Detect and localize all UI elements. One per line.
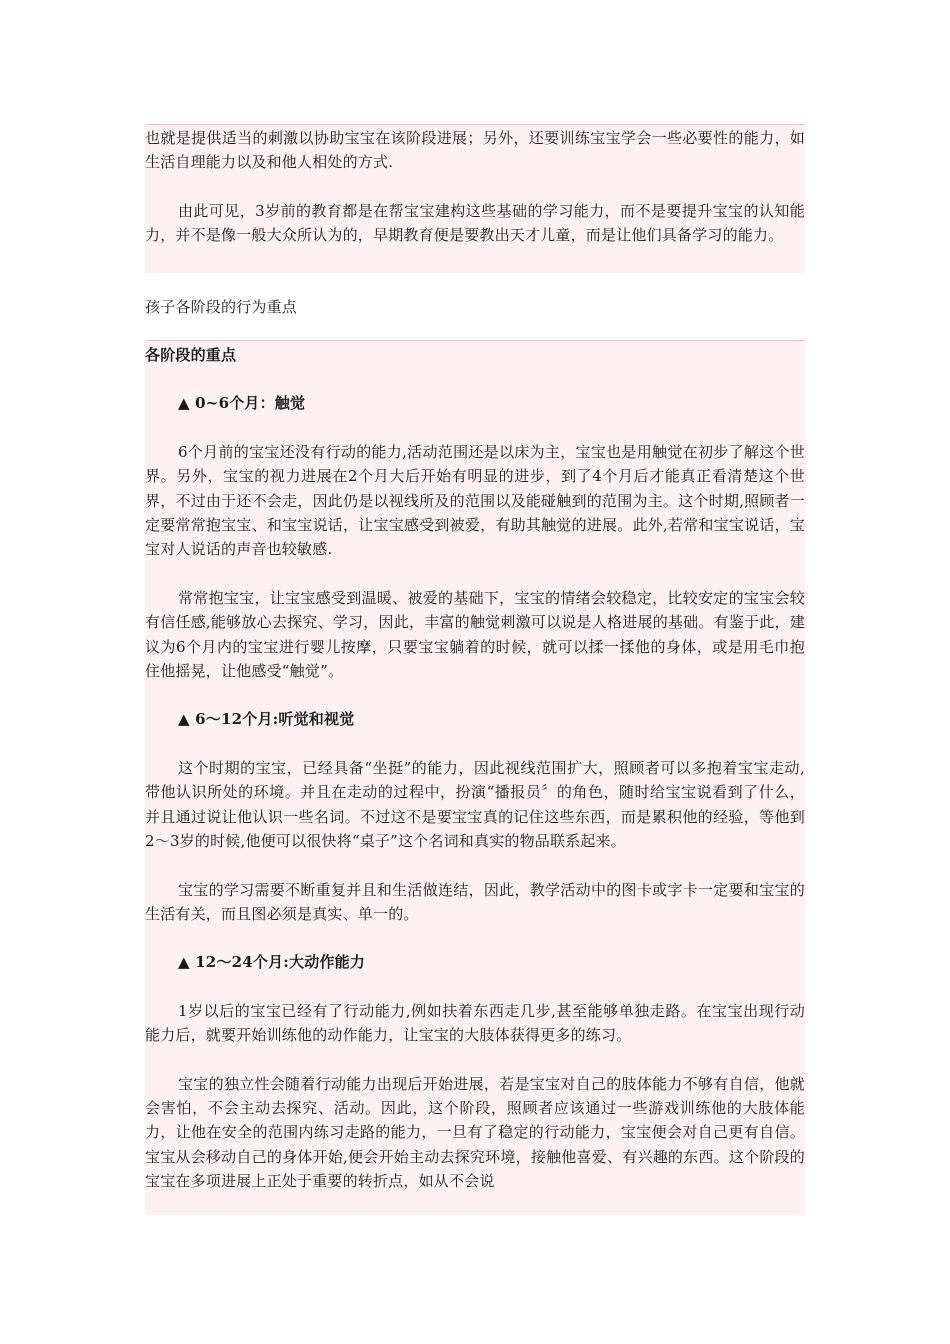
- intro-box: [145, 124, 805, 273]
- stage-3-paragraph-1: 1岁以后的宝宝已经有了行动能力,例如扶着东西走几步,甚至能够单独走路。在宝宝出现行动能力后，就要开始训练他的动作能力，让宝宝的大肢体获得更多的练习。: [145, 1001, 805, 1045]
- intro-paragraph-1: 也就是提供适当的刺激以协助宝宝在该阶段进展；另外，还要训练宝宝学会一些必要性的能力，如生活自理能力以及和他人相处的方式.: [145, 129, 805, 172]
- stages-box: [145, 340, 805, 1215]
- stage-1-title: ▲ 0~6个月：触觉: [178, 394, 306, 413]
- stage-2-paragraph-2: 宝宝的学习需要不断重复并且和生活做连结，因此，教学活动中的图卡或字卡一定要和宝宝的生活有关，而且图必须是真实、单一的。: [145, 880, 805, 923]
- stage-3-paragraph-2: 宝宝的独立性会随着行动能力出现后开始进展，若是宝宝对自己的肢体能力不够有自信，他就会害怕，不会主动去探究、活动。因此，这个阶段，照顾者应该通过一些游戏训练他的大肢体能力，让他在安全的范围内练习走路的能力，一旦有了稳定的行动能力，宝宝便会对自己更有自信。宝宝从会移动自己的身体开始,便会开始主动去探究环境，接触他喜爱、有兴趣的东西。这个阶段的宝宝在多项进展上正处于重要的转折点，如从不会说: [145, 1074, 805, 1191]
- intro-paragraph-2: 由此可见，3岁前的教育都是在帮宝宝建构这些基础的学习能力，而不是要提升宝宝的认知能力，并不是像一般大众所认为的，早期教育便是要教出天才儿童，而是让他们具备学习的能力。: [145, 201, 805, 245]
- stage-1-paragraph-1: 6个月前的宝宝还没有行动的能力,活动范围还是以床为主，宝宝也是用触觉在初步了解这个世界。另外，宝宝的视力进展在2个月大后开始有明显的进步，到了4个月后才能真正看清楚这个世界，不过由于还不会走，因此仍是以视线所及的范围以及能碰触到的范围为主。这个时期,照顾者一定要常常抱宝宝、和宝宝说话，让宝宝感受到被爱，有助其触觉的进展。此外,若常和宝宝说话，宝宝对人说话的声音也较敏感.: [145, 442, 805, 559]
- stages-heading: 各阶段的重点: [145, 346, 237, 364]
- section-title-block: [145, 295, 805, 319]
- stage-2-title: ▲ 6～12个月:听觉和视觉: [178, 710, 355, 729]
- stage-2-paragraph-1: 这个时期的宝宝，已经具备“坐挺”的能力，因此视线范围扩大，照顾者可以多抱着宝宝走动,带他认识所处的环境。并且在走动的过程中，扮演“播报员〞的角色，随时给宝宝说看到了什么，并且通过说让他认识一些名词。不过这不是要宝宝真的记住这些东西，而是累积他的经验，等他到2～3岁的时候,他便可以很快将“桌子”这个名词和真实的物品联系起来。: [145, 758, 805, 851]
- stage-3-title: ▲ 12～24个月:大动作能力: [178, 953, 366, 972]
- stage-1-paragraph-2: 常常抱宝宝，让宝宝感受到温暖、被爱的基础下，宝宝的情绪会较稳定，比较安定的宝宝会较有信任感,能够放心去探究、学习，因此，丰富的触觉刺激可以说是人格进展的基础。有鉴于此，建议为6个月内的宝宝进行婴儿按摩，只要宝宝躺着的时候，就可以揉一揉他的身体，或是用毛巾抱住他摇晃，让他感受“触觉”。: [145, 588, 805, 681]
- section-title: 孩子各阶段的行为重点: [145, 298, 298, 316]
